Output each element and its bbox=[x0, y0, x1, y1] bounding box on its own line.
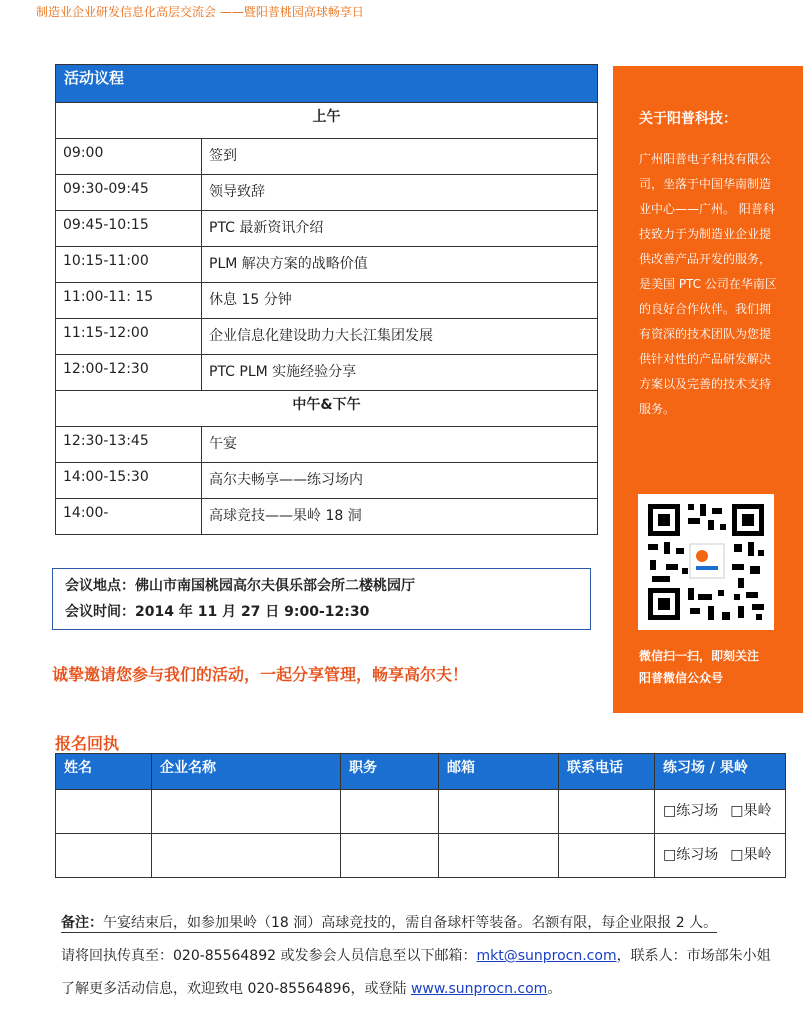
about-line: 司，坐落于中国华南制造 bbox=[639, 177, 772, 191]
col-header-company: 企业名称 bbox=[152, 754, 341, 789]
agenda-item: 领导致辞 bbox=[209, 184, 265, 200]
qr-caption-line1: 微信扫一扫，即刻关注 bbox=[639, 649, 760, 663]
about-title: 关于阳普科技： bbox=[639, 111, 737, 127]
agenda-time: 09:30-09:45 bbox=[56, 175, 202, 210]
agenda-title: 活动议程 bbox=[56, 65, 597, 103]
agenda-item: 签到 bbox=[209, 148, 237, 164]
agenda-time: 11:00-11: 15 bbox=[56, 283, 202, 318]
practice-checkbox[interactable]: □练习场 bbox=[663, 803, 719, 819]
registration-table bbox=[55, 753, 786, 878]
remark-label: 备注： bbox=[61, 915, 103, 931]
page-header: 制造业企业研发信息化高层交流会 ——暨阳普桃园高球畅享日 bbox=[36, 5, 364, 19]
about-line: 方案以及完善的技术支持 bbox=[639, 377, 772, 391]
agenda-row bbox=[56, 139, 597, 175]
more-text: 了解更多活动信息，欢迎致电 020-85564896，或登陆 bbox=[61, 981, 411, 997]
company-cell[interactable] bbox=[152, 790, 341, 833]
agenda-time: 14:00-15:30 bbox=[56, 463, 202, 498]
email-link[interactable]: mkt@sunprocn.com bbox=[476, 948, 617, 964]
venue-box bbox=[52, 568, 591, 630]
agenda-row bbox=[56, 499, 597, 534]
remark-line bbox=[61, 907, 801, 940]
about-line: 的良好合作伙伴。我们拥 bbox=[639, 302, 772, 316]
qr-caption bbox=[639, 645, 759, 689]
agenda-row bbox=[56, 175, 597, 211]
agenda-time: 14:00- bbox=[56, 499, 202, 534]
about-line: 广州阳普电子科技有限公 bbox=[639, 152, 772, 166]
venue-location: 会议地点：佛山市南国桃园高尔夫俱乐部会所二楼桃园厅 bbox=[65, 578, 415, 594]
agenda-item: PTC 最新资讯介绍 bbox=[209, 220, 324, 236]
name-cell[interactable] bbox=[56, 790, 152, 833]
table-row bbox=[56, 834, 785, 877]
green-checkbox[interactable]: □果岭 bbox=[730, 803, 772, 819]
email-cell[interactable] bbox=[439, 834, 559, 877]
qr-caption-line2: 阳普微信公众号 bbox=[639, 671, 724, 685]
col-header-option: 练习场 / 果岭 bbox=[663, 760, 748, 776]
about-line: 供针对性的产品研发解决 bbox=[639, 352, 772, 366]
position-cell[interactable] bbox=[341, 834, 439, 877]
company-cell[interactable] bbox=[152, 834, 341, 877]
agenda-time: 11:15-12:00 bbox=[56, 319, 202, 354]
agenda-row bbox=[56, 427, 597, 463]
col-header-position: 职务 bbox=[341, 754, 439, 789]
about-line: 是美国 PTC 公司在华南区 bbox=[639, 277, 777, 291]
website-link[interactable]: www.sunprocn.com bbox=[410, 981, 548, 997]
name-cell[interactable] bbox=[56, 834, 152, 877]
agenda-item: PTC PLM 实施经验分享 bbox=[209, 364, 357, 380]
option-cell bbox=[655, 790, 785, 833]
about-line: 供改善产品开发的服务， bbox=[639, 252, 772, 266]
table-row bbox=[56, 790, 785, 834]
about-text bbox=[639, 147, 789, 422]
agenda-item: 休息 15 分钟 bbox=[209, 292, 292, 308]
position-cell[interactable] bbox=[341, 790, 439, 833]
about-line: 服务。 bbox=[639, 402, 676, 416]
agenda-time: 09:00 bbox=[56, 139, 202, 174]
registration-header-row bbox=[56, 754, 785, 790]
agenda-item: 企业信息化建设助力大长江集团发展 bbox=[209, 328, 433, 344]
remark-text: 午宴结束后，如参加果岭（18 洞）高球竞技的，需自备球杆等装备。名额有限，每企业限报 2 人。 bbox=[103, 915, 718, 931]
agenda-item: PLM 解决方案的战略价值 bbox=[209, 256, 368, 272]
about-line: 技致力于为制造业企业提 bbox=[639, 227, 772, 241]
period: 。 bbox=[547, 981, 562, 997]
venue-time: 会议时间：2014 年 11 月 27 日 9:00-12:30 bbox=[65, 604, 370, 620]
agenda-row bbox=[56, 319, 597, 355]
phone-cell[interactable] bbox=[559, 834, 655, 877]
section-morning: 上午 bbox=[56, 103, 597, 139]
agenda-time: 09:45-10:15 bbox=[56, 211, 202, 246]
agenda-table bbox=[55, 64, 598, 535]
col-header-phone: 联系电话 bbox=[559, 754, 655, 789]
agenda-row bbox=[56, 355, 597, 391]
fax-line bbox=[61, 940, 801, 973]
more-info-line bbox=[61, 973, 801, 1006]
qr-code-icon[interactable] bbox=[638, 494, 774, 630]
agenda-time: 12:00-12:30 bbox=[56, 355, 202, 390]
fax-text: 请将回执传真至：020-85564892 或发参会人员信息至以下邮箱： bbox=[61, 948, 477, 964]
about-panel bbox=[613, 66, 803, 713]
contact-text: ，联系人：市场部朱小姐 bbox=[616, 948, 771, 964]
agenda-row bbox=[56, 463, 597, 499]
about-line: 有资深的技术团队为您提 bbox=[639, 327, 772, 341]
option-cell bbox=[655, 834, 785, 877]
col-header-name: 姓名 bbox=[56, 754, 152, 789]
agenda-row bbox=[56, 247, 597, 283]
agenda-row bbox=[56, 283, 597, 319]
agenda-row bbox=[56, 211, 597, 247]
green-checkbox[interactable]: □果岭 bbox=[730, 847, 772, 863]
notes-section bbox=[61, 907, 801, 1006]
phone-cell[interactable] bbox=[559, 790, 655, 833]
email-cell[interactable] bbox=[439, 790, 559, 833]
col-header-email: 邮箱 bbox=[439, 754, 559, 789]
about-line: 业中心——广州。 阳普科 bbox=[639, 202, 775, 216]
agenda-time: 12:30-13:45 bbox=[56, 427, 202, 462]
registration-title: 报名回执 bbox=[55, 734, 120, 753]
section-afternoon: 中午&下午 bbox=[56, 391, 597, 427]
agenda-item: 午宴 bbox=[209, 436, 237, 452]
agenda-item: 高球竞技——果岭 18 洞 bbox=[209, 508, 362, 524]
agenda-time: 10:15-11:00 bbox=[56, 247, 202, 282]
invitation-text: 诚挚邀请您参与我们的活动，一起分享管理，畅享高尔夫！ bbox=[52, 665, 469, 684]
practice-checkbox[interactable]: □练习场 bbox=[663, 847, 719, 863]
agenda-item: 高尔夫畅享——练习场内 bbox=[209, 472, 363, 488]
